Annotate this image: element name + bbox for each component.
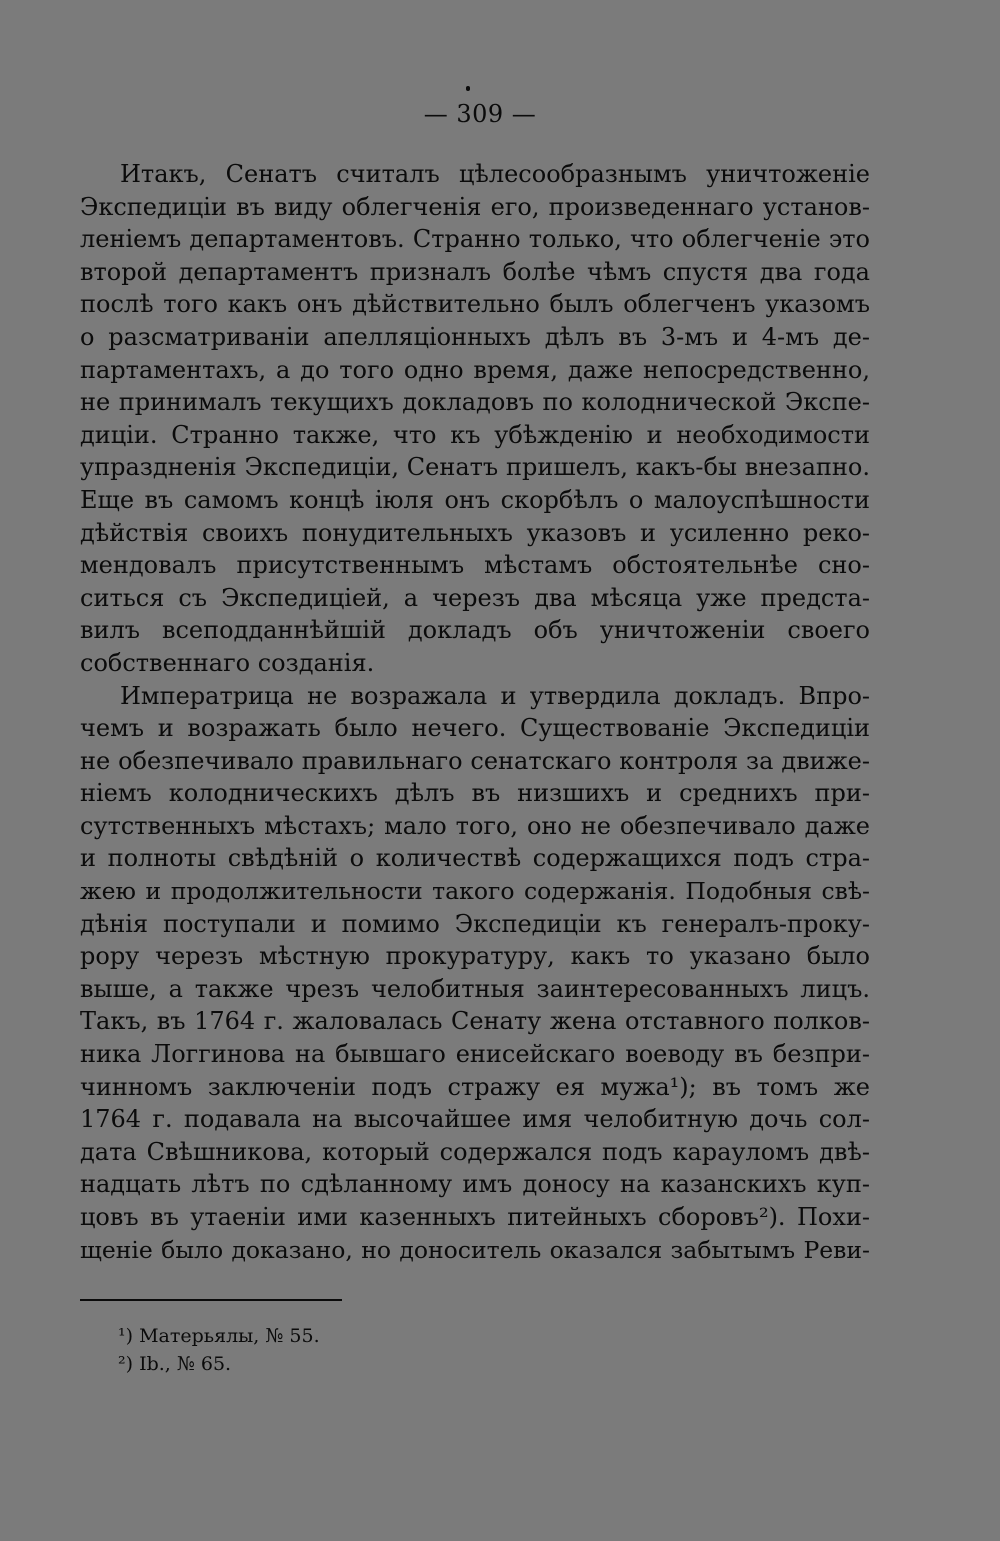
- text-line: дѣнія поступали и помимо Экспедиціи къ генералъ-проку-: [80, 909, 870, 938]
- text-line: выше, а также чрезъ челобитныя заинтересованныхъ лицъ.: [80, 974, 870, 1003]
- text-line: дата Свѣшникова, который содержался подъ карауломъ двѣ-: [80, 1137, 870, 1166]
- text-line: не обезпечивало правильнаго сенатскаго контроля за движе-: [80, 746, 870, 775]
- text-line: ніемъ колодническихъ дѣлъ въ низшихъ и среднихъ при-: [80, 779, 870, 808]
- text-line: леніемъ департаментовъ. Странно только, что облегченіе это: [80, 225, 870, 254]
- footnote-divider: [80, 1299, 342, 1301]
- text-line: жею и продолжительности такого содержанія. Подобныя свѣ-: [80, 877, 870, 906]
- page-number: — 309 —: [423, 100, 537, 128]
- text-line: Еще въ самомъ концѣ іюля онъ скорбѣлъ о малоуспѣшности: [80, 485, 870, 514]
- text-line: второй департаментъ призналъ болѣе чѣмъ спустя два года: [80, 257, 870, 286]
- text-line: и полноты свѣдѣній о количествѣ содержащихся подъ стра-: [80, 844, 870, 873]
- text-line: Экспедиціи въ виду облегченія его, произведеннаго установ-: [80, 192, 870, 221]
- text-line: Императрица не возражала и утвердила докладъ. Впро-: [120, 681, 870, 710]
- text-line: диціи. Странно также, что къ убѣжденію и необходимости: [80, 420, 870, 449]
- text-line: партаментахъ, а до того одно время, даже непосредственно,: [80, 355, 870, 384]
- text-line: вилъ всеподданнѣйшій докладъ объ уничтоженіи своего: [80, 616, 870, 645]
- text-line: дѣйствія своихъ понудительныхъ указовъ и усиленно реко-: [80, 518, 870, 547]
- text-line: собственнаго созданія.: [80, 648, 375, 677]
- text-line: ситься съ Экспедиціей, а черезъ два мѣсяца уже предста-: [80, 583, 870, 612]
- text-line: ника Логгинова на бывшаго енисейскаго воеводу въ безпри-: [80, 1040, 870, 1069]
- text-line: послѣ того какъ онъ дѣйствительно былъ облегченъ указомъ: [80, 290, 870, 319]
- paragraph: [80, 680, 870, 1267]
- text-line: сутственныхъ мѣстахъ; мало того, оно не обезпечивало даже: [80, 811, 870, 840]
- text-line: не принималъ текущихъ докладовъ по колоднической Экспе-: [80, 388, 870, 417]
- footnote-2: ²) Ib., № 65.: [118, 1353, 232, 1375]
- print-speck: [466, 86, 470, 91]
- text-line: надцать лѣтъ по сдѣланному имъ доносу на казанскихъ куп-: [80, 1170, 870, 1199]
- text-line: упраздненія Экспедиціи, Сенатъ пришелъ, какъ-бы внезапно.: [80, 453, 870, 482]
- paragraph: [80, 158, 870, 680]
- text-line: Итакъ, Сенатъ считалъ цѣлесообразнымъ уничтоженіе: [120, 160, 870, 188]
- body-text: [80, 158, 870, 1266]
- footnote-1: ¹) Матерьялы, № 55.: [118, 1325, 320, 1347]
- text-line: чинномъ заключеніи подъ стражу ея мужа¹); въ томъ же: [80, 1072, 870, 1101]
- text-line: чемъ и возражать было нечего. Существованіе Экспедиціи: [80, 714, 870, 743]
- text-line: Такъ, въ 1764 г. жаловалась Сенату жена отставного полков-: [80, 1007, 870, 1036]
- text-line: мендовалъ присутственнымъ мѣстамъ обстоятельнѣе сно-: [80, 551, 870, 580]
- text-line: 1764 г. подавала на высочайшее имя челобитную дочь сол-: [80, 1105, 870, 1134]
- text-line: цовъ въ утаеніи ими казенныхъ питейныхъ сборовъ²). Похи-: [80, 1203, 870, 1231]
- footnotes: [118, 1322, 618, 1378]
- text-line: рору черезъ мѣстную прокуратуру, какъ то указано было: [80, 942, 870, 971]
- text-line: щеніе было доказано, но доноситель оказался забытымъ Реви-: [80, 1235, 870, 1264]
- text-line: о разсматриваніи апелляціонныхъ дѣлъ въ 3-мъ и 4-мъ де-: [80, 322, 870, 351]
